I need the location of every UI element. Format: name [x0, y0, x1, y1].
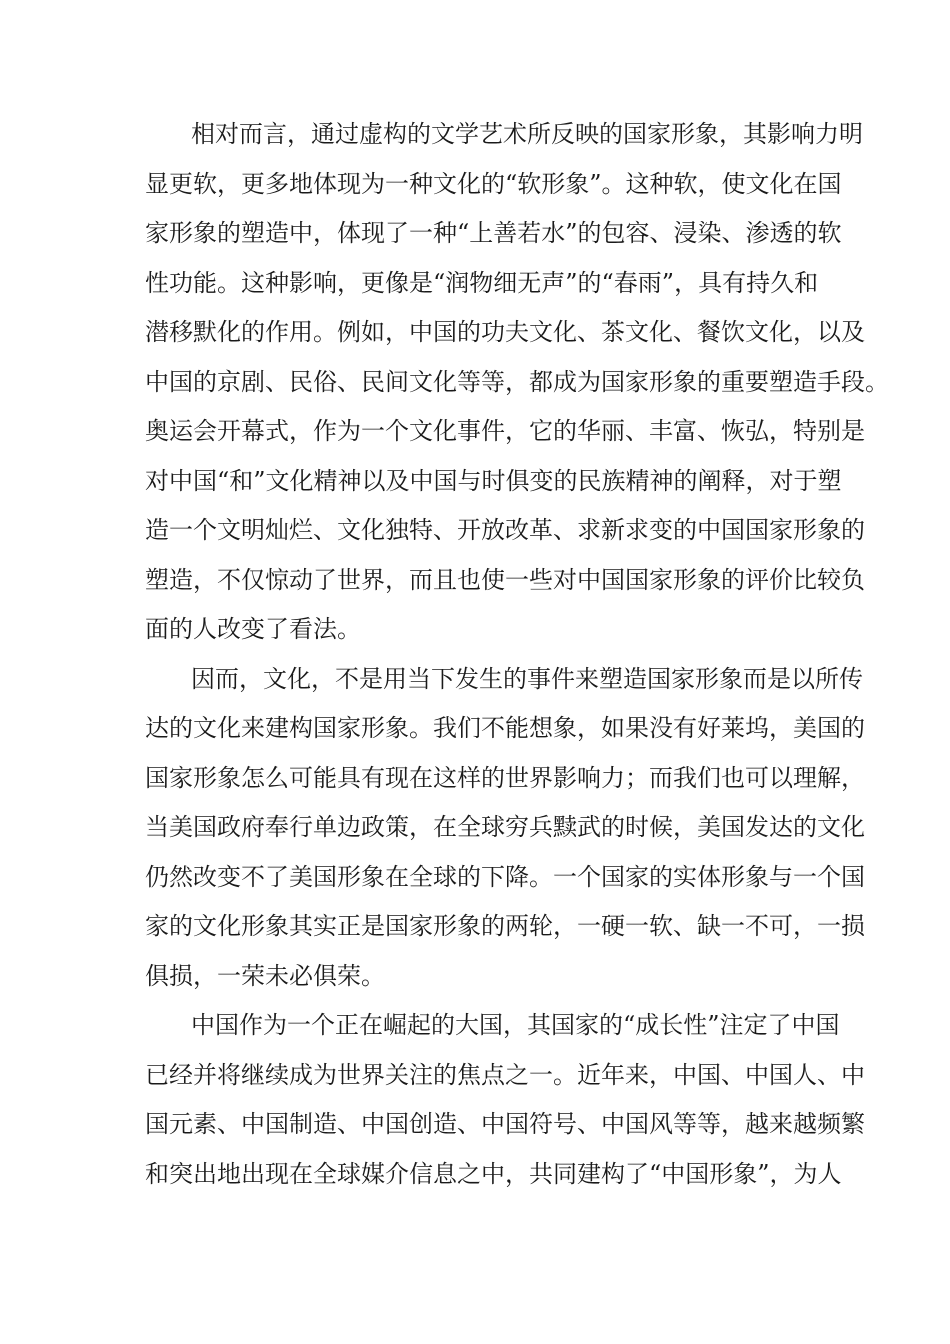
text-line: 俱损，一荣未必俱荣。 [145, 961, 385, 990]
text-line: 仍然改变不了美国形象在全球的下降。一个国家的实体形象与一个国 [145, 862, 865, 891]
text-line: 塑造，不仅惊动了世界，而且也使一些对中国国家形象的评价比较负 [145, 565, 865, 594]
text-line: 国家形象怎么可能具有现在这样的世界影响力；而我们也可以理解， [145, 763, 865, 792]
text-line: 因而，文化，不是用当下发生的事件来塑造国家形象而是以所传 [191, 664, 863, 693]
text-line: 面的人改变了看法。 [145, 615, 361, 643]
text-line: 家的文化形象其实正是国家形象的两轮，一硬一软、缺一不可，一损 [145, 912, 865, 940]
text-line: 和突出地出现在全球媒介信息之中，共同建构了“中国形象”，为人 [145, 1159, 842, 1188]
text-line: 达的文化来建构国家形象。我们不能想象，如果没有好莱坞，美国的 [145, 714, 865, 742]
paragraph-2 [145, 655, 865, 1002]
text-line: 家形象的塑造中，体现了一种“上善若水”的包容、浸染、渗透的软 [145, 219, 842, 247]
text-line: 奥运会开幕式，作为一个文化事件，它的华丽、丰富、恢弘，特别是 [145, 417, 865, 445]
text-line: 相对而言，通过虚构的文学艺术所反映的国家形象，其影响力明 [191, 120, 863, 148]
text-line: 潜移默化的作用。例如，中国的功夫文化、茶文化、餐饮文化，以及 [145, 318, 865, 346]
text-line: 已经并将继续成为世界关注的焦点之一。近年来，中国、中国人、中 [145, 1060, 865, 1089]
text-line: 国元素、中国制造、中国创造、中国符号、中国风等等，越来越频繁 [145, 1110, 865, 1138]
text-line: 中国的京剧、民俗、民间文化等等，都成为国家形象的重要塑造手段。 [145, 367, 889, 396]
paragraph-3 [145, 1001, 865, 1199]
paragraph-1 [145, 110, 889, 655]
text-line: 中国作为一个正在崛起的大国，其国家的“成长性”注定了中国 [191, 1011, 840, 1039]
text-line: 对中国“和”文化精神以及中国与时俱变的民族精神的阐释，对于塑 [145, 466, 842, 495]
body-text [145, 110, 889, 1199]
text-line: 当美国政府奉行单边政策，在全球穷兵黩武的时候，美国发达的文化 [145, 813, 865, 841]
text-line: 造一个文明灿烂、文化独特、开放改革、求新求变的中国国家形象的 [145, 516, 865, 544]
text-line: 性功能。这种影响，更像是“润物细无声”的“春雨”，具有持久和 [145, 268, 819, 297]
text-line: 显更软，更多地体现为一种文化的“软形象”。这种软，使文化在国 [145, 169, 842, 198]
